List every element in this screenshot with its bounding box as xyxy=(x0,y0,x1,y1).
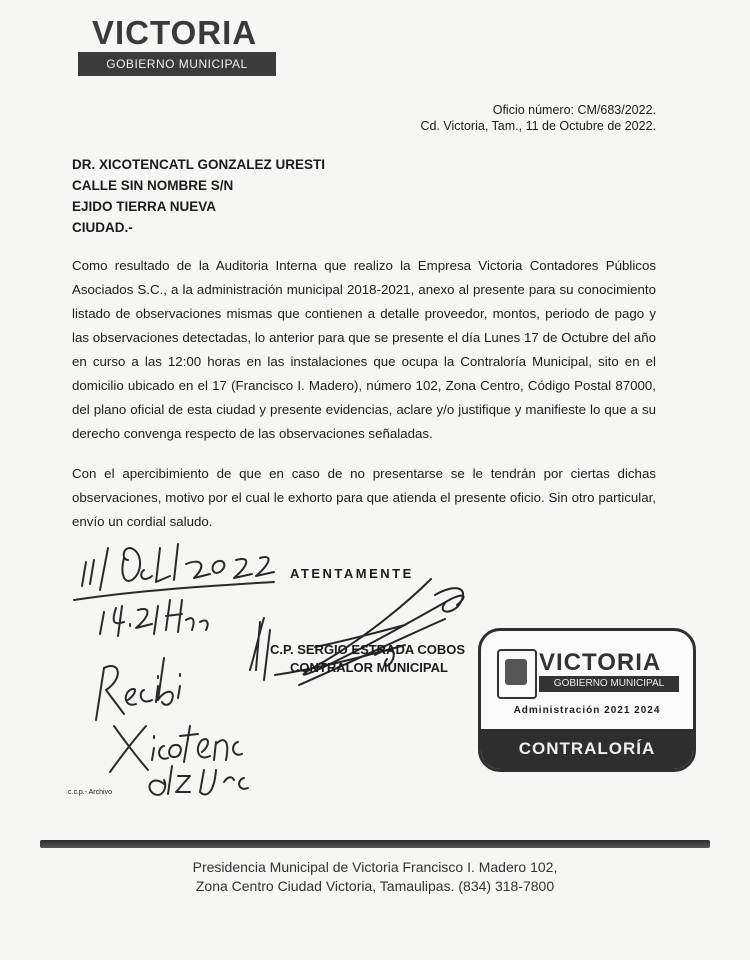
contraloria-stamp xyxy=(478,628,696,772)
addressee-name: DR. XICOTENCATL GONZALEZ URESTI xyxy=(72,157,325,172)
reference-block xyxy=(420,102,656,134)
oficio-number: Oficio número: CM/683/2022. xyxy=(492,103,656,117)
ccp-archive: c.c.p.- Archivo xyxy=(68,789,112,796)
footer-line-1: Presidencia Municipal de Victoria Francisco I. Madero 102, xyxy=(192,859,558,875)
addressee-block xyxy=(72,154,325,238)
signer-name: C.P. SERGIO ESTRADA COBOS xyxy=(270,642,466,657)
logo-word: VICTORIA xyxy=(92,14,258,51)
logo-subtitle: GOBIERNO MUNICIPAL xyxy=(78,52,276,76)
victoria-logo xyxy=(78,14,278,80)
letter-body xyxy=(72,254,656,550)
body-paragraph-1: Como resultado de la Auditoria Interna que realizo la Empresa Victoria Contadores Públicos Asociados S.C., a la administración municipal 2018-2021, anexo al presente para su conocimiento listado de observaciones mismas que contienen a detalle proveedor, montos, periodo de pago y las observaciones detectadas, lo anterior para que se presente el día Lunes 17 de Octubre del año en curso a las 12:00 horas en las instalaciones que ocupa la Contraloría Municipal, sito en el domicilio ubicado en el 17 (Francisco I. Madero), número 102, Zona Centro, Código Postal 87000, del plano oficial de esta ciudad y presente evidencias, aclare y/o justifique y manifieste lo que a su derecho convenga respecto de las observaciones señaladas. xyxy=(72,258,656,441)
stamp-subtitle: GOBIERNO MUNICIPAL xyxy=(539,676,679,692)
addressee-city: CIUDAD.- xyxy=(72,220,133,235)
coat-of-arms-icon xyxy=(497,649,537,699)
body-paragraph-2: Con el apercibimiento de que en caso de no presentarse se le tendrán por ciertas dichas observaciones, motivo por el cual le exhorto para que atienda el presente oficio. Sin otro particular, envío un cordial saludo. xyxy=(72,466,656,529)
footer-divider xyxy=(40,840,710,848)
signer-title: CONTRALOR MUNICIPAL xyxy=(290,660,448,675)
addressee-street: CALLE SIN NOMBRE S/N xyxy=(72,178,234,193)
stamp-word: VICTORIA xyxy=(539,649,662,676)
footer-address xyxy=(0,858,750,896)
closing-text: ATENTAMENTE xyxy=(290,566,414,581)
official-signature xyxy=(255,575,485,705)
handwritten-receipt-note xyxy=(60,530,280,800)
stamp-administration: Administración 2021 2024 xyxy=(513,705,661,716)
footer-line-2: Zona Centro Ciudad Victoria, Tamaulipas. (834) 318-7800 xyxy=(195,878,555,894)
addressee-locality: EJIDO TIERRA NUEVA xyxy=(72,199,217,214)
place-date: Cd. Victoria, Tam., 11 de Octubre de 2022. xyxy=(420,119,656,133)
stamp-department: CONTRALORÍA xyxy=(481,729,693,769)
